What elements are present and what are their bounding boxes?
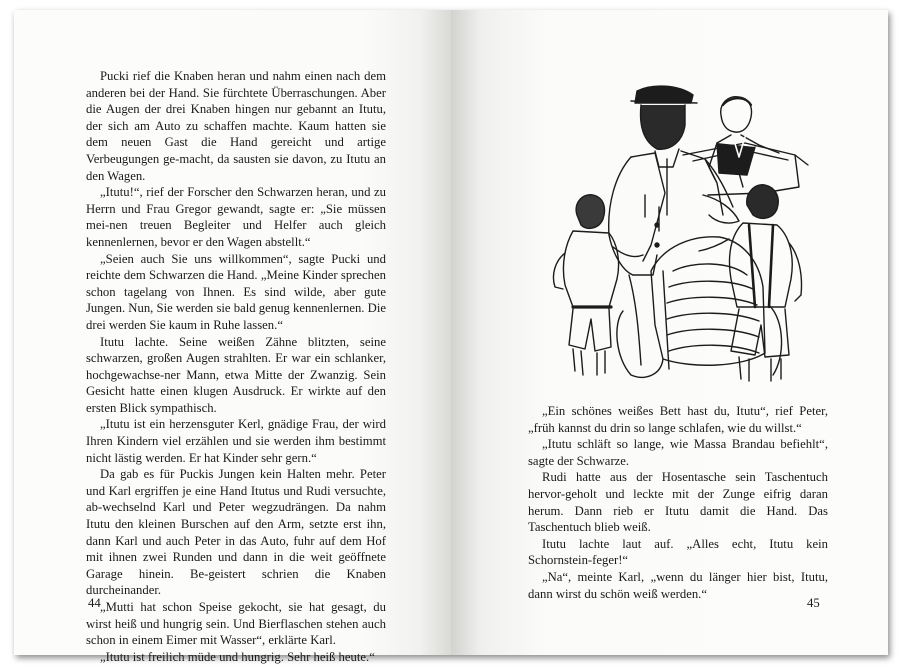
right-page-text xyxy=(528,403,828,602)
paragraph: „Ein schönes weißes Bett hast du, Itutu“, rief Peter, „früh kannst du drin so lange schlafen, wie du willst.“ xyxy=(528,404,828,435)
paragraph: Pucki rief die Knaben heran und nahm einen nach dem anderen bei der Hand. Sie fürchtete Überraschungen. Aber die Augen der drei Knaben hingen nur gebannt an Itutu, der sich am Auto zu schaffen machte. Kaum hatten sie dem neuen Gast die Hand gereicht und artige Verbeugungen ge-macht, da sausten sie davon, zu Itutu an den Wagen. xyxy=(86,69,386,183)
boy-left xyxy=(553,195,643,375)
man-in-uniform xyxy=(609,86,733,369)
paragraph: „Na“, meinte Karl, „wenn du länger hier bist, Itutu, dann wirst du schön weiß werden.“ xyxy=(528,569,828,601)
paragraph: Rudi hatte aus der Hosentasche sein Taschentuch hervor-geholt und leckte mit der Zunge eifrig daran herum. Dann rieb er Itutu damit die Hand. Das Taschentuch blieb weiß. xyxy=(528,470,828,535)
boy-on-car xyxy=(709,97,779,187)
car-grille xyxy=(617,195,782,377)
page-number-right: 45 xyxy=(807,596,820,610)
paragraph: „Itutu schläft so lange, wie Massa Brandau befiehlt“, sagte der Schwarze. xyxy=(528,437,828,468)
paragraph: „Itutu!“, rief der Forscher den Schwarzen heran, und zu Herrn und Frau Gregor gewandt, sagte er: „Sie müssen mei-nen treuen Begleiter und Helfer auch gleich kennenlernen, bevor er den Wagen abstellt.“ xyxy=(86,185,386,249)
left-page-text xyxy=(86,68,386,665)
right-page xyxy=(451,10,888,655)
paragraph: Da gab es für Puckis Jungen kein Halten mehr. Peter und Karl ergriffen je eine Hand Itutus und Rudi versuchte, ab-wechselnd Karl und Peter wegzudrängen. Da nahm Itutu den kleinen Burschen auf den Arm, setzte erst ihn, dann Karl und auch Peter in das Auto, fuhr auf dem Hof mit ihnen zwei Runden und dann in die weit geöffnete Garage hinein. Be-geistert schrien die Knaben durcheinander. xyxy=(86,467,386,598)
paragraph: „Seien auch Sie uns willkommen“, sagte Pucki und reichte dem Schwarzen die Hand. „Meine Kinder sprechen schon tagelang von Ihnen. Es sind wilde, aber gute Jungen. Nun, Sie werden sie bald genug kennenlernen. Die drei werden Sie kaum in Ruhe lassen.“ xyxy=(86,251,386,332)
paragraph: Itutu lachte laut auf. „Alles echt, Itutu kein Schornstein-feger!“ xyxy=(528,536,828,568)
book-spread xyxy=(14,10,888,664)
left-page xyxy=(14,10,451,664)
page-number-left: 44 xyxy=(88,596,101,610)
paragraph: „Itutu ist freilich müde und hungrig. Sehr heiß heute.“ xyxy=(100,649,375,664)
boy-right xyxy=(699,185,802,381)
paragraph: Itutu lachte. Seine weißen Zähne blitzten, seine schwarzen, großen Augen strahlten. Er war ein schlanker, hochgewachse-ner Mann, etwa Mitte der Zwanzig. Sein Gesicht hatte einen klugen Ausdruck. Er wirkte auf den ersten Blick sympathisch. xyxy=(86,334,386,415)
illustration-men-and-boys-at-car xyxy=(533,75,829,387)
paragraph: „Itutu ist ein herzensguter Kerl, gnädige Frau, der wird Ihren Kindern viel erzählen und sie werden ihm bestimmt nicht lästig werden. Er hat Kinder sehr gern.“ xyxy=(86,417,386,465)
paragraph: „Mutti hat schon Speise gekocht, sie hat gesagt, du wirst heiß und hungrig sein. Und Bierflaschen stehen auch schon in einem Eimer mit Wasser“, erklärte Karl. xyxy=(86,600,386,648)
